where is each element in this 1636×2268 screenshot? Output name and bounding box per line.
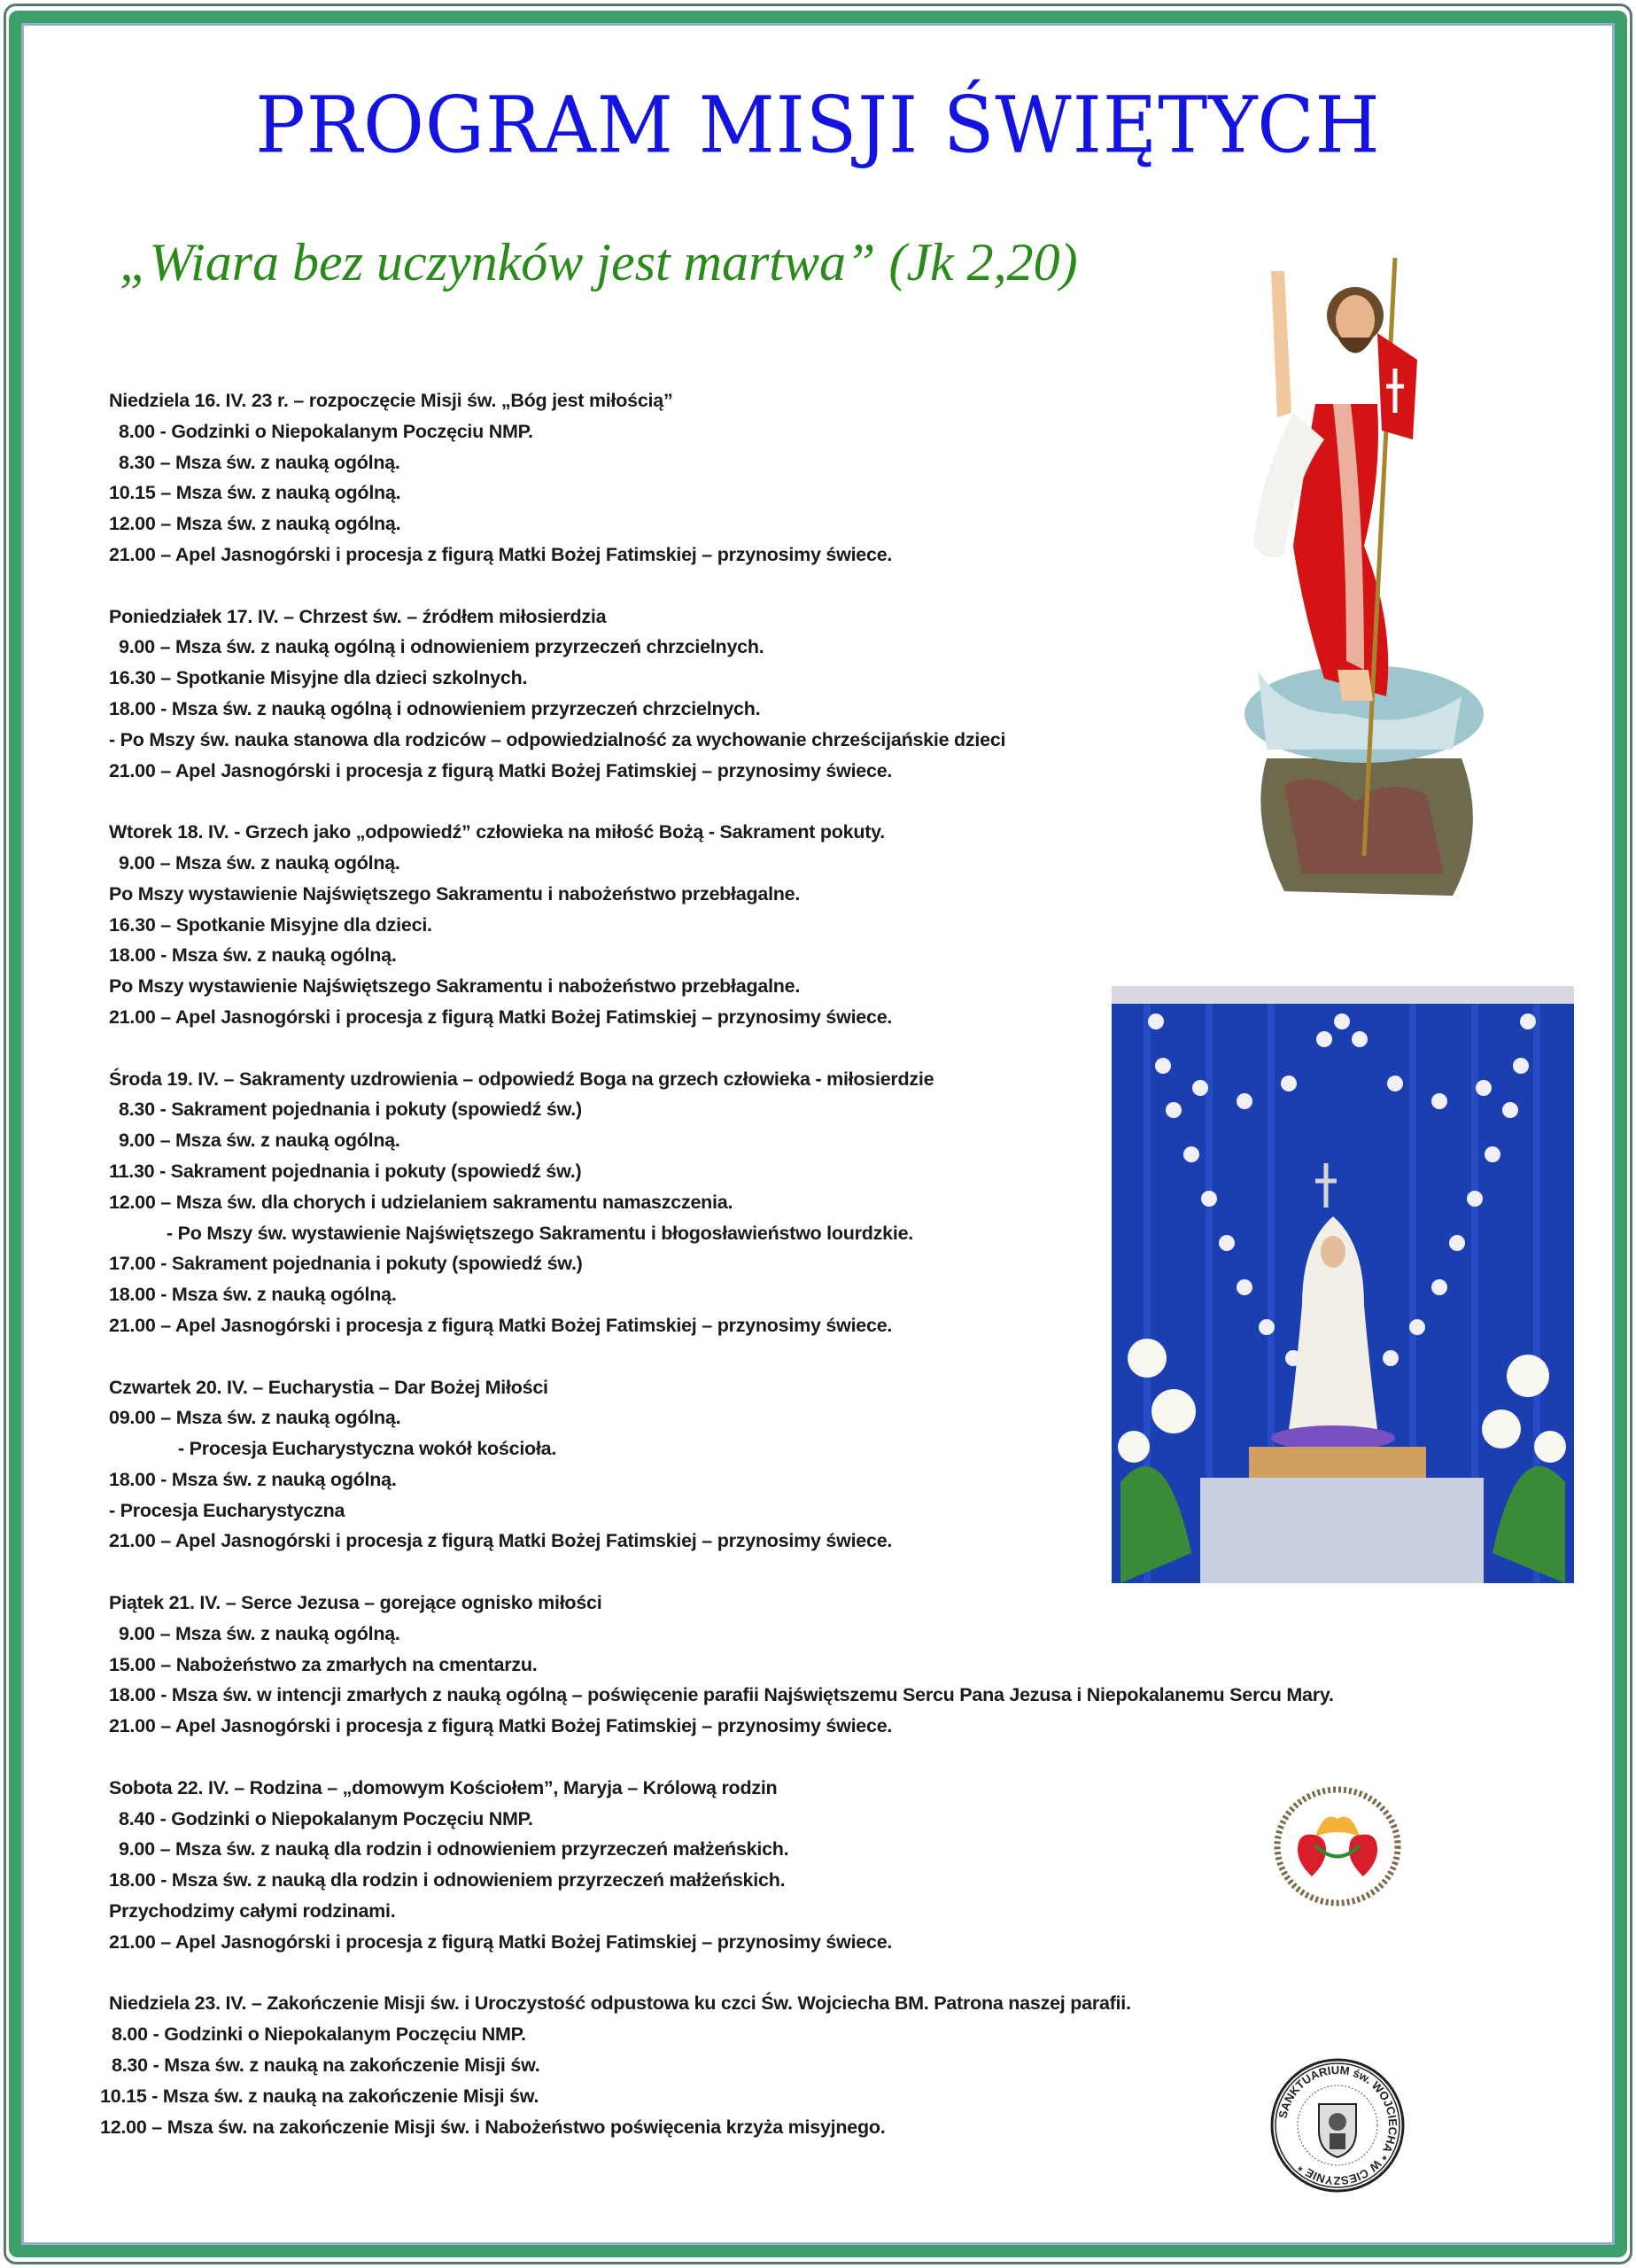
day-section: [109, 602, 1334, 787]
schedule-item: 12.00 – Msza św. dla chorych i udzielaniem sakramentu namaszczenia.: [109, 1191, 733, 1213]
schedule-item: 16.30 – Spotkanie Misyjne dla dzieci.: [109, 913, 432, 936]
schedule-item: 18.00 - Msza św. z nauką ogólną.: [109, 1468, 397, 1490]
schedule-item: 17.00 - Sakrament pojednania i pokuty (spowiedź św.): [109, 1253, 583, 1275]
schedule-item: 9.00 – Msza św. z nauką ogólną.: [119, 1622, 400, 1644]
schedule-item: 8.00 - Godzinki o Niepokalanym Poczęciu NMP.: [112, 2023, 526, 2046]
page-title: PROGRAM MISJI ŚWIĘTYCH: [255, 79, 1381, 171]
schedule-item: 10.15 – Msza św. z nauką ogólną.: [109, 482, 401, 504]
schedule-item: 10.15 - Msza św. z nauką na zakończenie Misji św.: [100, 2085, 539, 2107]
schedule-item: 21.00 – Apel Jasnogórski i procesja z figurą Matki Bożej Fatimskiej – przynosimy świece.: [109, 1930, 893, 1953]
subtitle-quote: „Wiara bez uczynków jest martwa” (Jk 2,20): [120, 233, 1078, 291]
day-section: [109, 1588, 1334, 1742]
sacred-hearts-emblem: [1271, 1783, 1404, 1909]
schedule-item: - Procesja Eucharystyczna: [109, 1499, 345, 1521]
day-heading: Niedziela 23. IV. – Zakończenie Misji św. i Uroczystość odpustowa ku czci Św. Wojciecha BM. Patrona naszej parafii.: [109, 1992, 1131, 2015]
day-heading: Środa 19. IV. – Sakramenty uzdrowienia – odpowiedź Boga na grzech człowieka - miłosierdzie: [109, 1068, 934, 1090]
section-spacer: [109, 571, 1334, 602]
schedule-item: - Po Mszy św. nauka stanowa dla rodziców – odpowiedzialność za wychowanie chrześcijańskie dzieci: [109, 728, 1006, 750]
schedule-item: 09.00 – Msza św. z nauką ogólną.: [109, 1407, 401, 1429]
day-heading: Piątek 21. IV. – Serce Jezusa – gorejące ognisko miłości: [109, 1592, 602, 1614]
day-heading: Poniedziałek 17. IV. – Chrzest św. – źródłem miłosierdzia: [109, 605, 607, 627]
schedule-item: 8.30 – Msza św. z nauką ogólną.: [119, 451, 400, 473]
schedule-item: 21.00 – Apel Jasnogórski i procesja z figurą Matki Bożej Fatimskiej – przynosimy świece.: [109, 1006, 893, 1028]
schedule-item: 8.30 - Msza św. z nauką na zakończenie Misji św.: [112, 2054, 540, 2077]
schedule-item: 12.00 – Msza św. z nauką ogólną.: [109, 513, 401, 535]
schedule-item: Przychodzimy całymi rodzinami.: [109, 1900, 396, 1922]
schedule-item: - Procesja Eucharystyczna wokół kościoła.: [178, 1438, 557, 1460]
schedule-item: 15.00 – Nabożeństwo za zmarłych na cmentarzu.: [109, 1653, 538, 1675]
svg-text:SANKTUARIUM św. WOJCIECHA * W: SANKTUARIUM św. WOJCIECHA * W CIESZYNIE *: [1275, 2062, 1400, 2188]
schedule-item: 18.00 - Msza św. z nauką dla rodzin i odnowieniem przyrzeczeń małżeńskich.: [109, 1869, 786, 1891]
jesus-statue-image: [1231, 253, 1493, 900]
schedule-item: 16.30 – Spotkanie Misyjne dla dzieci szkolnych.: [109, 667, 528, 689]
section-spacer: [109, 786, 1334, 817]
schedule-item: 18.00 - Msza św. w intencji zmarłych z nauką ogólną – poświęcenie parafii Najświętszemu Sercu Pana Jezusa i Niepokalanemu Sercu Mary.: [109, 1684, 1334, 1706]
schedule-item: 21.00 – Apel Jasnogórski i procesja z figurą Matki Bożej Fatimskiej – przynosimy świece.: [109, 1530, 893, 1552]
schedule-item: 18.00 - Msza św. z nauką ogólną.: [109, 944, 397, 967]
schedule-item: 8.30 - Sakrament pojednania i pokuty (spowiedź św.): [119, 1099, 582, 1121]
day-section: [109, 1773, 1334, 1958]
schedule-item: 18.00 - Msza św. z nauką ogólną i odnowieniem przyrzeczeń chrzcielnych.: [109, 697, 761, 719]
schedule-item: 21.00 – Apel Jasnogórski i procesja z figurą Matki Bożej Fatimskiej – przynosimy świece.: [109, 543, 893, 565]
schedule-item: 9.00 – Msza św. z nauką ogólną.: [119, 851, 400, 874]
schedule-item: 21.00 – Apel Jasnogórski i procesja z figurą Matki Bożej Fatimskiej – przynosimy świece.: [109, 1314, 893, 1336]
day-heading: Czwartek 20. IV. – Eucharystia – Dar Bożej Miłości: [109, 1376, 548, 1398]
schedule-item: Po Mszy wystawienie Najświętszego Sakramentu i nabożeństwo przebłagalne.: [109, 975, 801, 998]
day-section: [109, 385, 1334, 571]
schedule-item: 9.00 – Msza św. z nauką ogólną i odnowieniem przyrzeczeń chrzcielnych.: [119, 636, 764, 658]
day-heading: Sobota 22. IV. – Rodzina – „domowym Kościołem”, Maryja – Królową rodzin: [109, 1776, 778, 1798]
day-heading: Wtorek 18. IV. - Grzech jako „odpowiedź” człowieka na miłość Bożą - Sakrament pokuty.: [109, 821, 886, 843]
schedule-item: 8.00 - Godzinki o Niepokalanym Poczęciu NMP.: [119, 420, 533, 442]
schedule-item: 21.00 – Apel Jasnogórski i procesja z figurą Matki Bożej Fatimskiej – przynosimy świece.: [109, 1715, 893, 1737]
schedule-item: 11.30 - Sakrament pojednania i pokuty (spowiedź św.): [109, 1160, 582, 1182]
section-spacer: [109, 1742, 1334, 1773]
sanctuary-seal: [1268, 2055, 1407, 2195]
schedule-item: 8.40 - Godzinki o Niepokalanym Poczęciu NMP.: [119, 1807, 533, 1829]
section-spacer: [109, 1958, 1334, 1989]
schedule-item: Po Mszy wystawienie Najświętszego Sakramentu i nabożeństwo przebłagalne.: [109, 882, 801, 905]
schedule-item: 12.00 – Msza św. na zakończenie Misji św. i Nabożeństwo poświęcenia krzyża misyjnego.: [100, 2116, 886, 2138]
day-section: [100, 1988, 1334, 2142]
schedule-item: 18.00 - Msza św. z nauką ogólną.: [109, 1284, 397, 1306]
fatima-shrine-image: [1112, 986, 1574, 1583]
schedule-item: 9.00 – Msza św. z nauką ogólną.: [119, 1130, 400, 1152]
day-heading: Niedziela 16. IV. 23 r. – rozpoczęcie Misji św. „Bóg jest miłością”: [109, 390, 673, 411]
schedule-item: 9.00 – Msza św. z nauką dla rodzin i odnowieniem przyrzeczeń małżeńskich.: [119, 1838, 789, 1860]
schedule-item: 21.00 – Apel Jasnogórski i procesja z figurą Matki Bożej Fatimskiej – przynosimy świece.: [109, 759, 893, 781]
schedule-item: - Po Mszy św. wystawienie Najświętszego Sakramentu i błogosławieństwo lourdzkie.: [167, 1222, 914, 1244]
